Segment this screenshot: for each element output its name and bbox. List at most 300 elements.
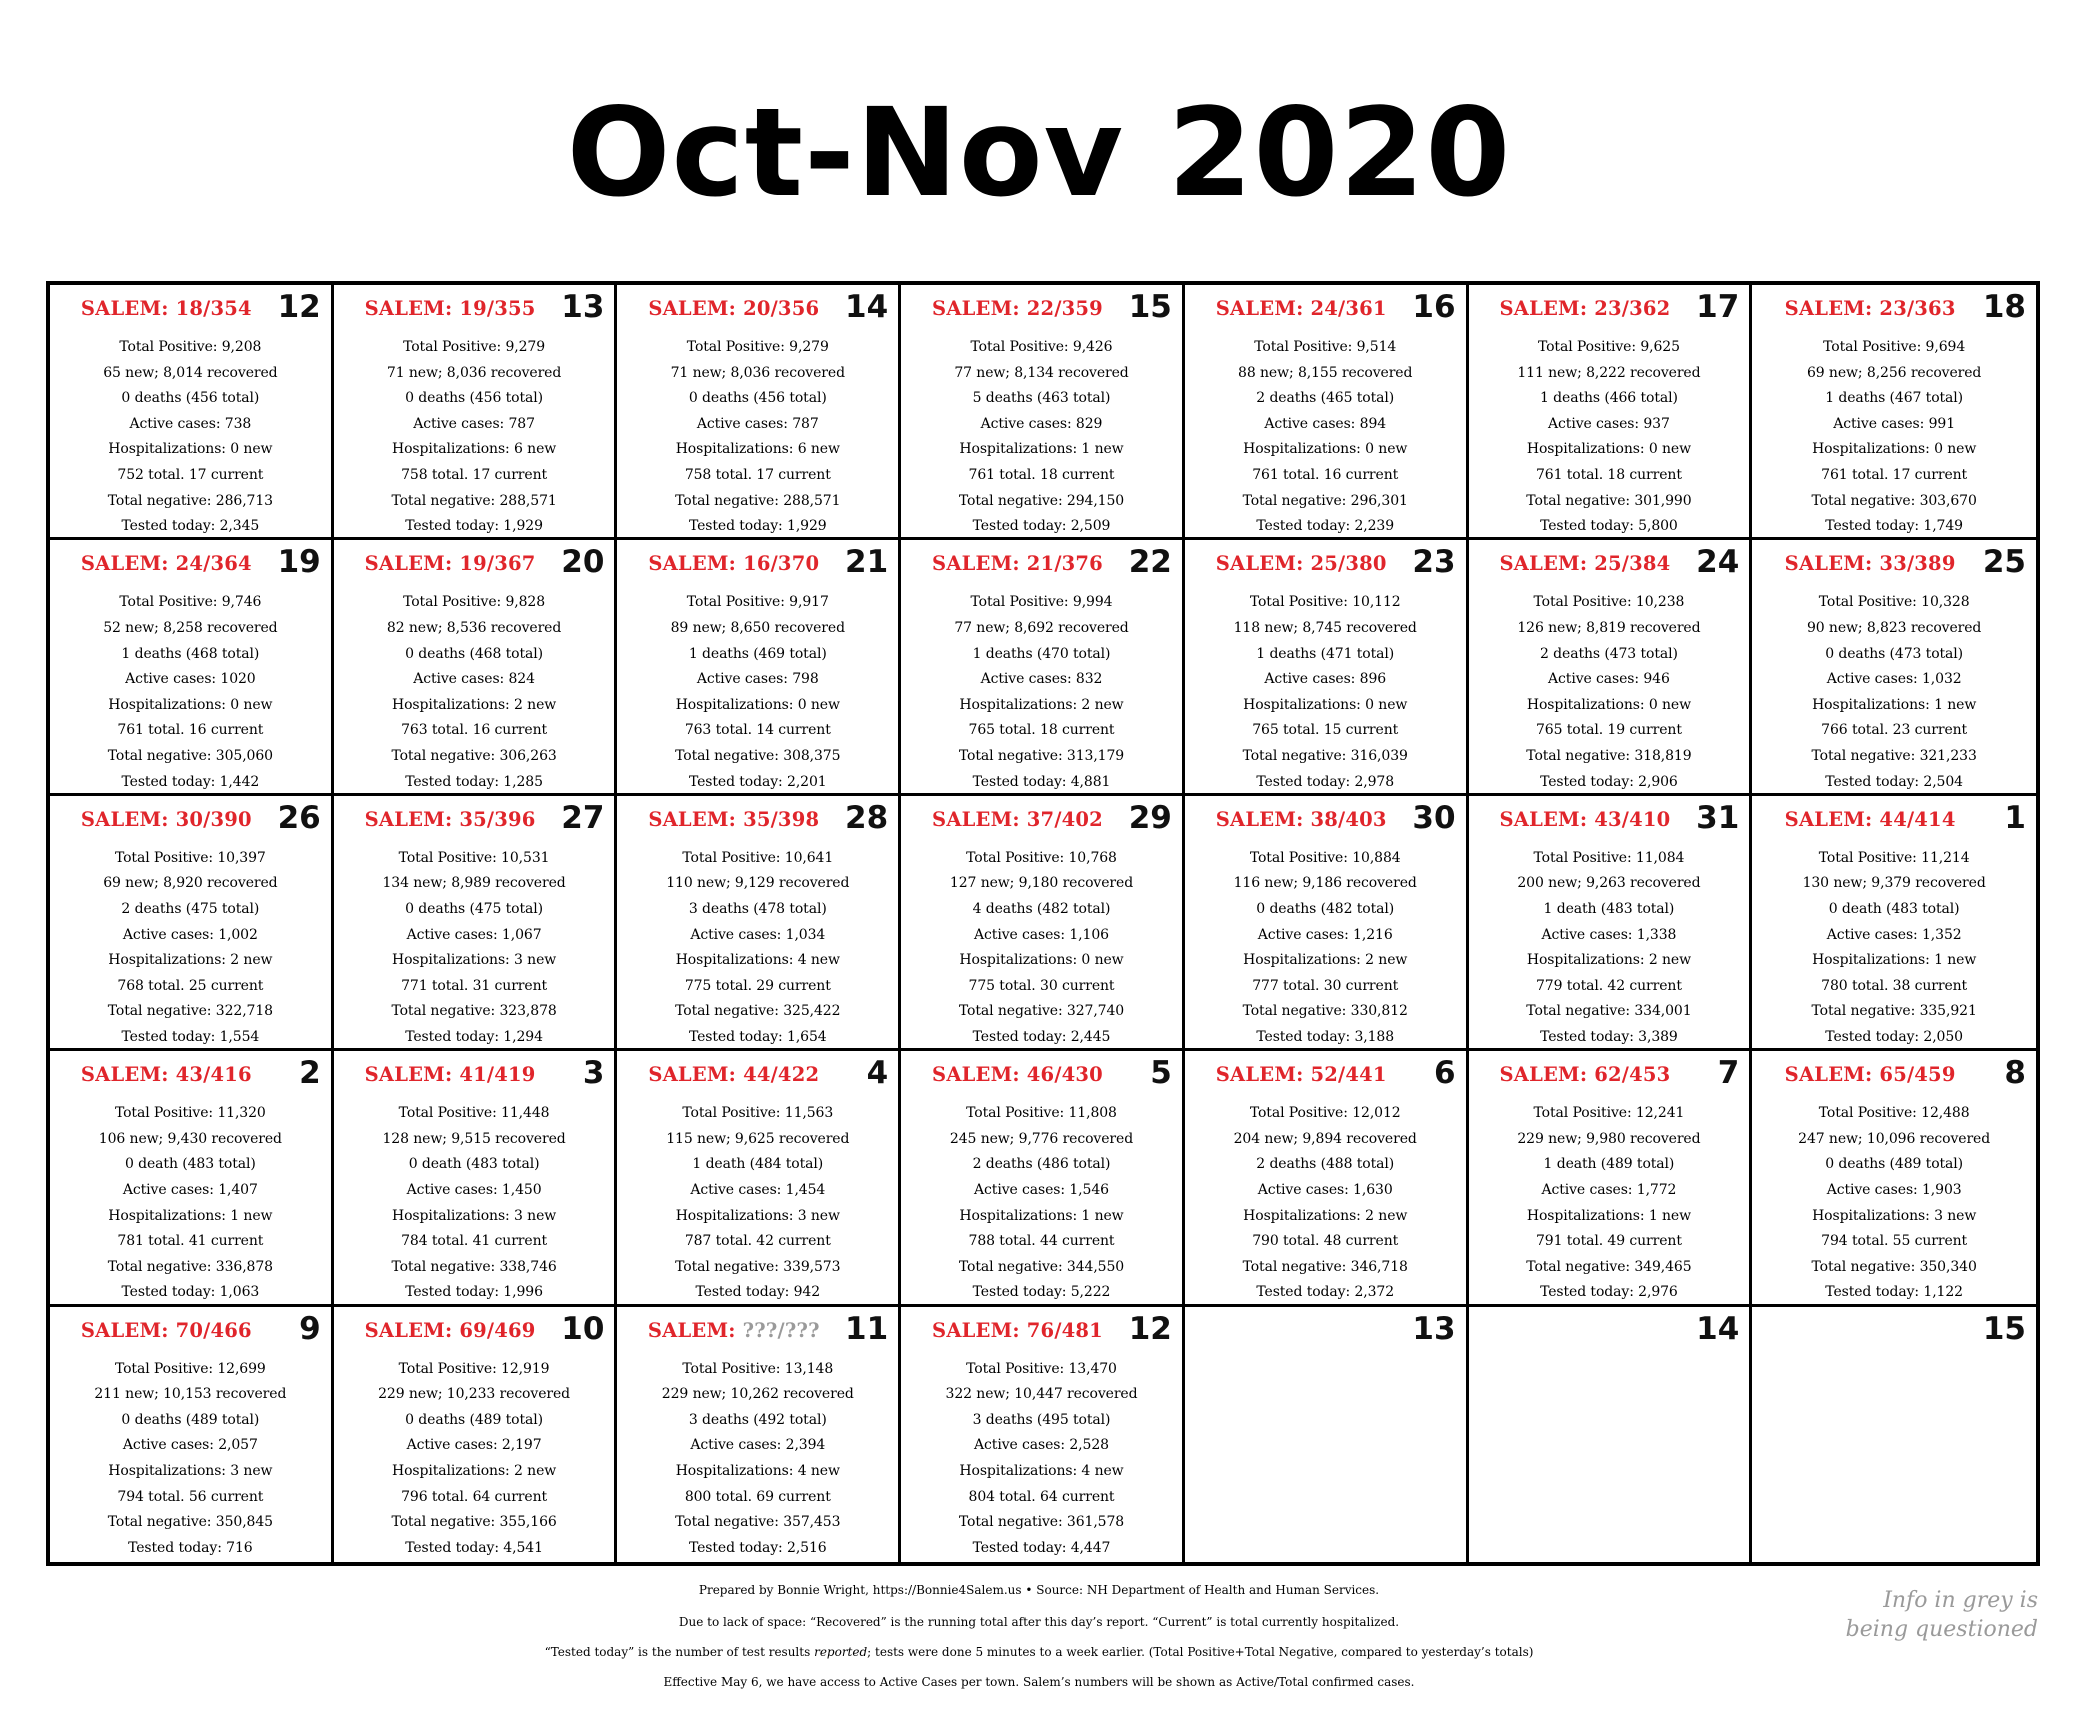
day-cell: [901, 1307, 1185, 1562]
stat-line: 77 new; 8,134 recovered: [954, 364, 1129, 381]
day-number: 18: [1982, 289, 2026, 325]
stat-line: 134 new; 8,989 recovered: [382, 875, 566, 892]
stat-line: 0 deaths (456 total): [121, 390, 260, 407]
day-number: 15: [1128, 289, 1172, 325]
day-cell: [1469, 796, 1753, 1051]
stat-line: 790 total. 48 current: [1252, 1233, 1399, 1250]
stat-line: 90 new; 8,823 recovered: [1806, 619, 1982, 636]
day-stats: [617, 846, 898, 1051]
salem-cases: [1479, 808, 1692, 831]
stat-line: Hospitalizations: 1 new: [1812, 696, 1977, 713]
stat-line: Active cases: 1,546: [974, 1181, 1109, 1198]
stat-line: 0 deaths (473 total): [1825, 645, 1964, 662]
salem-label: SALEM: 52/441: [1215, 1063, 1387, 1087]
salem-cases: [911, 552, 1124, 575]
stat-line: Total negative: 301,990: [1526, 492, 1692, 509]
stat-line: Tested today: 2,445: [972, 1028, 1111, 1045]
stat-line: 752 total. 17 current: [117, 466, 264, 483]
day-header: [617, 1307, 898, 1357]
stat-line: Total Positive: 9,426: [970, 339, 1113, 355]
stat-line: Tested today: 2,504: [1825, 773, 1963, 790]
day-stats: [901, 846, 1182, 1051]
day-number: 9: [299, 1310, 321, 1347]
stat-line: Hospitalizations: 4 new: [675, 952, 840, 969]
stat-line: Total negative: 286,713: [107, 492, 273, 509]
day-cell: [50, 796, 334, 1051]
stat-line: Total negative: 321,233: [1811, 747, 1977, 764]
day-cell: [334, 285, 618, 540]
stat-line: 126 new; 8,819 recovered: [1517, 619, 1701, 636]
stat-line: 791 total. 49 current: [1535, 1233, 1682, 1250]
day-header: [334, 285, 615, 335]
day-cell: [901, 540, 1185, 795]
stat-line: 761 total. 16 current: [1252, 466, 1399, 483]
stat-line: Tested today: 2,372: [1256, 1284, 1395, 1301]
day-header: [1752, 285, 2036, 335]
salem-cases: [911, 808, 1124, 831]
day-header: [1185, 285, 1466, 335]
stat-line: Total Positive: 10,238: [1533, 594, 1685, 611]
day-header: [1469, 285, 1750, 335]
day-number: 14: [845, 289, 889, 325]
stat-line: Active cases: 2,197: [406, 1437, 542, 1454]
stat-line: Tested today: 2,509: [972, 518, 1111, 535]
stat-line: Total Positive: 11,214: [1818, 849, 1970, 866]
stat-line: Total negative: 338,746: [391, 1258, 557, 1275]
stat-line: 130 new; 9,379 recovered: [1802, 875, 1986, 892]
stat-line: Active cases: 1,338: [1541, 926, 1677, 943]
stat-line: 4 deaths (482 total): [972, 900, 1111, 917]
stat-line: 775 total. 29 current: [684, 977, 831, 994]
stat-line: 110 new; 9,129 recovered: [666, 875, 850, 892]
day-cell: [50, 540, 334, 795]
day-number: 27: [561, 799, 605, 836]
stat-line: Hospitalizations: 0 new: [959, 952, 1124, 969]
page-title: Oct-Nov 2020: [566, 82, 1512, 224]
stat-line: Tested today: 3,389: [1540, 1028, 1678, 1045]
stat-line: Hospitalizations: 0 new: [1526, 441, 1691, 458]
salem-cases: [1479, 1063, 1692, 1086]
stat-line: 761 total. 18 current: [1535, 466, 1682, 483]
salem-label: SALEM: 43/416: [80, 1063, 252, 1087]
stat-line: Hospitalizations: 3 new: [1812, 1207, 1977, 1224]
day-stats: [1185, 335, 1466, 540]
stat-line: Active cases: 829: [980, 415, 1103, 432]
stat-line: 3 deaths (495 total): [972, 1411, 1111, 1428]
stat-line: 794 total. 56 current: [117, 1488, 264, 1505]
day-stats: [50, 846, 331, 1051]
day-header: [1469, 540, 1750, 590]
stat-line: Tested today: 942: [695, 1284, 821, 1301]
salem-cases: [1762, 297, 1978, 320]
day-number: 5: [1150, 1055, 1172, 1092]
stat-line: 766 total. 23 current: [1821, 722, 1968, 739]
stat-line: 2 deaths (465 total): [1256, 390, 1395, 407]
salem-cases: [1762, 1063, 1978, 1086]
stat-line: Hospitalizations: 2 new: [1526, 952, 1691, 969]
stat-line: Total Positive: 11,320: [114, 1105, 266, 1122]
day-header: [1752, 1051, 2036, 1101]
stat-line: Total Positive: 12,919: [398, 1360, 550, 1377]
salem-cases: [1195, 552, 1408, 575]
stat-line: 118 new; 8,745 recovered: [1233, 619, 1417, 636]
day-header: [1752, 540, 2036, 590]
day-number: 11: [845, 1310, 889, 1347]
stat-line: Total Positive: 9,994: [970, 594, 1113, 611]
salem-cases: [60, 552, 273, 575]
stat-line: 758 total. 17 current: [684, 466, 831, 483]
stat-line: Tested today: 716: [128, 1539, 253, 1556]
stat-line: Active cases: 824: [413, 671, 535, 688]
stat-line: Tested today: 1,294: [405, 1028, 543, 1045]
stat-line: 0 death (483 total): [124, 1156, 256, 1173]
stat-line: Total negative: 336,878: [107, 1258, 273, 1275]
stat-line: Hospitalizations: 0 new: [1526, 696, 1691, 713]
day-stats: [334, 1101, 615, 1306]
stat-line: Tested today: 2,978: [1256, 773, 1395, 790]
day-cell: [617, 540, 901, 795]
stat-line: 1 deaths (469 total): [688, 645, 827, 662]
day-number: 29: [1128, 799, 1172, 836]
salem-label: SALEM: 20/356: [648, 297, 820, 320]
day-stats: [1752, 590, 2036, 795]
stat-line: Hospitalizations: 4 new: [675, 1462, 840, 1479]
stat-line: Hospitalizations: 1 new: [108, 1207, 273, 1224]
stat-line: 1 deaths (466 total): [1540, 390, 1678, 407]
stat-line: Active cases: 1,034: [690, 926, 826, 943]
day-header: [334, 540, 615, 590]
day-number: 17: [1696, 289, 1740, 325]
stat-line: Total negative: 349,465: [1526, 1258, 1692, 1275]
footer-credit-line: Prepared by Bonnie Wright, https://Bonnie4Salem.us • Source: NH Department of Health and Human Services.: [698, 1583, 1380, 1597]
stat-line: 0 deaths (489 total): [405, 1411, 543, 1428]
salem-label: SALEM: 18/354: [80, 297, 252, 320]
stat-line: Total Positive: 10,112: [1249, 594, 1401, 611]
day-header: [1469, 1307, 1750, 1357]
day-cell: [334, 540, 618, 795]
day-cell: [901, 796, 1185, 1051]
salem-label: SALEM: 24/364: [80, 552, 252, 576]
day-cell: [50, 1307, 334, 1562]
stat-line: Total negative: 346,718: [1242, 1258, 1408, 1275]
grey-note-line: being questioned: [1845, 1617, 2038, 1642]
stat-line: Tested today: 5,800: [1540, 518, 1678, 535]
day-number: 7: [1717, 1055, 1740, 1092]
stat-line: Tested today: 1,654: [688, 1028, 827, 1045]
stat-line: 758 total. 17 current: [401, 466, 548, 483]
stat-line: Total negative: 313,179: [958, 747, 1125, 764]
stat-line: 1 deaths (470 total): [972, 645, 1111, 662]
stat-line: Active cases: 1,032: [1826, 671, 1962, 688]
salem-cases: [344, 552, 557, 575]
stat-line: Total Positive: 9,279: [403, 339, 546, 355]
day-header: [50, 540, 331, 590]
stat-line: 229 new; 10,233 recovered: [378, 1386, 571, 1403]
stat-line: 0 deaths (489 total): [121, 1411, 260, 1428]
salem-label: SALEM: 43/410: [1499, 807, 1671, 831]
stat-line: 765 total. 18 current: [968, 722, 1115, 739]
stat-line: 800 total. 69 current: [684, 1488, 831, 1505]
stat-line: 3 deaths (492 total): [688, 1411, 827, 1428]
salem-label: SALEM: 19/355: [364, 297, 536, 320]
day-cell: [617, 285, 901, 540]
salem-label: SALEM: 16/370: [648, 552, 820, 576]
stat-line: Tested today: 2,201: [688, 773, 827, 790]
stat-line: 229 new; 10,262 recovered: [661, 1386, 854, 1403]
day-stats: [617, 335, 898, 540]
stat-line: Tested today: 1,442: [121, 773, 260, 790]
stat-line: Total Positive: 12,241: [1533, 1105, 1685, 1122]
salem-label: SALEM: 44/414: [1784, 807, 1956, 831]
stat-line: Tested today: 4,447: [972, 1539, 1111, 1556]
footer-note-text: ; tests were done 5 minutes to a week earlier. (Total Positive+Total Negative, compared to yesterday’s totals): [867, 1645, 1534, 1659]
salem-label: SALEM:: [647, 1318, 743, 1342]
day-stats: [1469, 590, 1750, 795]
day-cell: [1469, 1051, 1753, 1306]
day-number: 13: [561, 289, 605, 325]
stat-line: 771 total. 31 current: [401, 977, 548, 994]
day-number: 10: [561, 1310, 605, 1347]
salem-cases: [344, 297, 557, 320]
salem-cases: [627, 1063, 840, 1086]
footer-note-line: Effective May 6, we have access to Active Cases per town. Salem’s numbers will be shown as Active/Total confirmed cases.: [663, 1675, 1415, 1689]
stat-line: 0 deaths (456 total): [688, 390, 827, 407]
stat-line: Total Positive: 11,563: [682, 1105, 834, 1122]
salem-cases: [911, 297, 1124, 320]
stat-line: 2 deaths (486 total): [972, 1156, 1111, 1173]
stat-line: 765 total. 15 current: [1252, 722, 1399, 739]
stat-line: Hospitalizations: 3 new: [108, 1462, 273, 1479]
stat-line: Active cases: 1,630: [1257, 1181, 1393, 1198]
salem-cases: [911, 1319, 1124, 1342]
stat-line: Tested today: 1,063: [121, 1284, 260, 1301]
day-header: [617, 796, 898, 846]
stat-line: 322 new; 10,447 recovered: [945, 1386, 1138, 1403]
stat-line: Hospitalizations: 2 new: [391, 696, 557, 713]
salem-label: SALEM: 41/419: [364, 1063, 536, 1087]
day-cell: [617, 796, 901, 1051]
stat-line: Tested today: 2,345: [121, 518, 260, 535]
stat-line: Active cases: 1,407: [122, 1181, 258, 1198]
day-header: [901, 1307, 1182, 1357]
stat-line: Total Positive: 9,694: [1823, 339, 1966, 355]
stat-line: 780 total. 38 current: [1821, 977, 1968, 994]
day-number: 22: [1128, 544, 1172, 581]
stat-line: 88 new; 8,155 recovered: [1238, 364, 1413, 381]
stat-line: Active cases: 937: [1548, 415, 1670, 432]
stat-line: Total Positive: 10,884: [1249, 849, 1401, 866]
stat-line: Hospitalizations: 0 new: [108, 696, 273, 713]
footer-note-line: Due to lack of space: “Recovered” is the running total after this day’s report. “Current” is total currently hospitalized.: [678, 1615, 1400, 1629]
salem-label: SALEM: 22/359: [932, 297, 1103, 320]
stat-line: Total Positive: 10,328: [1818, 594, 1970, 611]
stat-line: 0 death (483 total): [1828, 900, 1960, 917]
day-cell: [1469, 1307, 1753, 1562]
salem-label: SALEM: 62/453: [1499, 1063, 1671, 1087]
day-cell: [50, 1051, 334, 1306]
stat-line: Active cases: 738: [129, 415, 252, 432]
day-header: [1752, 796, 2036, 846]
day-stats: [1469, 1101, 1750, 1306]
salem-label: SALEM: 24/361: [1215, 297, 1387, 320]
day-number: 4: [866, 1055, 889, 1092]
stat-line: 52 new; 8,258 recovered: [103, 619, 278, 636]
stat-line: 0 deaths (468 total): [405, 645, 543, 662]
stat-line: 1 death (483 total): [1543, 900, 1675, 917]
day-cell: [1752, 796, 2036, 1051]
stat-line: Hospitalizations: 0 new: [1243, 696, 1408, 713]
day-cell: [1469, 285, 1753, 540]
calendar-grid: [46, 281, 2040, 1566]
stat-line: Hospitalizations: 0 new: [1243, 441, 1408, 458]
day-stats: [617, 590, 898, 795]
stat-line: 115 new; 9,625 recovered: [666, 1130, 850, 1147]
stat-line: Total Positive: 10,641: [682, 849, 834, 866]
stat-line: Hospitalizations: 2 new: [1243, 1207, 1408, 1224]
stat-line: 804 total. 64 current: [968, 1488, 1115, 1505]
stat-line: 211 new; 10,153 recovered: [94, 1386, 287, 1403]
stat-line: Hospitalizations: 1 new: [1526, 1207, 1691, 1224]
stat-line: Total negative: 294,150: [958, 492, 1125, 509]
stat-line: Total negative: 355,166: [391, 1514, 557, 1531]
stat-line: Active cases: 2,528: [974, 1437, 1109, 1454]
stat-line: Tested today: 3,188: [1256, 1028, 1395, 1045]
day-header: [901, 285, 1182, 335]
stat-line: 763 total. 14 current: [684, 722, 831, 739]
salem-cases: [1762, 808, 1978, 831]
day-header: [334, 1307, 615, 1357]
stat-line: Hospitalizations: 0 new: [675, 696, 840, 713]
footer-note-emphasis: reported: [814, 1645, 868, 1659]
day-stats: [617, 1101, 898, 1306]
stat-line: 761 total. 16 current: [117, 722, 264, 739]
salem-cases: [911, 1063, 1124, 1086]
salem-cases: [60, 1319, 273, 1342]
day-cell: [901, 1051, 1185, 1306]
day-cell: [1185, 1307, 1469, 1562]
stat-line: Active cases: 798: [696, 671, 819, 688]
stat-line: Total Positive: 13,148: [682, 1360, 834, 1377]
day-cell: [334, 1307, 618, 1562]
stat-line: Total Positive: 9,208: [119, 339, 262, 355]
stat-line: 2 deaths (488 total): [1256, 1156, 1395, 1173]
day-stats: [901, 335, 1182, 540]
stat-line: 779 total. 42 current: [1535, 977, 1682, 994]
stat-line: Active cases: 1,903: [1826, 1181, 1962, 1198]
stat-line: 761 total. 18 current: [968, 466, 1115, 483]
stat-line: 775 total. 30 current: [968, 977, 1115, 994]
day-header: [1469, 1051, 1750, 1101]
stat-line: Hospitalizations: 6 new: [675, 441, 840, 458]
stat-line: Tested today: 1,554: [121, 1028, 260, 1045]
stat-line: Total negative: 322,718: [107, 1003, 273, 1020]
day-header: [1469, 796, 1750, 846]
stat-line: 768 total. 25 current: [117, 977, 264, 994]
stat-line: Active cases: 2,057: [122, 1437, 258, 1454]
stat-line: 0 deaths (489 total): [1825, 1156, 1964, 1173]
stat-line: Total negative: 306,263: [391, 747, 557, 764]
salem-label: SALEM: 21/376: [932, 552, 1103, 576]
day-number: 13: [1412, 1310, 1456, 1347]
day-header: [617, 540, 898, 590]
day-header: [1752, 1307, 2036, 1357]
stat-line: 794 total. 55 current: [1821, 1233, 1968, 1250]
stat-line: Tested today: 2,239: [1256, 518, 1395, 535]
stat-line: Hospitalizations: 3 new: [391, 1207, 557, 1224]
salem-cases: [344, 1063, 557, 1086]
day-header: [617, 285, 898, 335]
stat-line: Active cases: 1,454: [690, 1181, 826, 1198]
stat-line: Tested today: 4,541: [405, 1539, 543, 1556]
stat-line: Tested today: 1,929: [405, 518, 543, 535]
day-stats: [1185, 1101, 1466, 1306]
stat-line: Tested today: 2,906: [1540, 773, 1678, 790]
day-stats: [334, 1357, 615, 1562]
salem-cases: [1195, 1063, 1408, 1086]
day-number: 30: [1412, 799, 1456, 836]
stat-line: 127 new; 9,180 recovered: [949, 875, 1134, 892]
day-header: [901, 796, 1182, 846]
stat-line: Total negative: 296,301: [1242, 492, 1408, 509]
day-number: 8: [2004, 1055, 2026, 1092]
stat-line: Total Positive: 9,625: [1537, 339, 1680, 355]
day-header: [50, 1307, 331, 1357]
stat-line: Active cases: 1,216: [1257, 926, 1393, 943]
day-stats: [334, 335, 615, 540]
stat-line: Hospitalizations: 2 new: [108, 952, 273, 969]
stat-line: Total negative: 323,878: [391, 1003, 557, 1020]
day-cell: [1185, 540, 1469, 795]
stat-line: Total Positive: 9,514: [1254, 339, 1397, 355]
day-cell: [334, 1051, 618, 1306]
stat-line: Tested today: 1,122: [1825, 1284, 1963, 1301]
stat-line: Active cases: 896: [1264, 671, 1387, 688]
stat-line: Hospitalizations: 2 new: [391, 1462, 557, 1479]
stat-line: Tested today: 2,516: [688, 1539, 827, 1556]
salem-cases: [1479, 297, 1692, 320]
day-cell: [50, 285, 334, 540]
stat-line: Tested today: 1,285: [405, 773, 543, 790]
stat-line: Hospitalizations: 1 new: [959, 441, 1124, 458]
salem-cases: [627, 552, 840, 575]
stat-line: 765 total. 19 current: [1535, 722, 1682, 739]
day-stats: [1752, 335, 2036, 540]
day-stats: [50, 1101, 331, 1306]
day-header: [1185, 540, 1466, 590]
stat-line: 128 new; 9,515 recovered: [382, 1130, 566, 1147]
day-header: [334, 1051, 615, 1101]
day-cell: [1752, 1051, 2036, 1306]
day-number: 16: [1412, 289, 1456, 325]
stat-line: 0 deaths (482 total): [1256, 900, 1395, 917]
day-stats: [50, 590, 331, 795]
day-number: 20: [561, 544, 605, 581]
stat-line: 788 total. 44 current: [968, 1233, 1115, 1250]
stat-line: Total negative: 325,422: [675, 1003, 841, 1020]
stat-line: Tested today: 1,996: [405, 1284, 543, 1301]
stat-line: Total Positive: 10,768: [966, 849, 1117, 866]
day-cell: [1752, 540, 2036, 795]
day-stats: [901, 1101, 1182, 1306]
day-cell: [1185, 285, 1469, 540]
stat-line: Total Positive: 12,012: [1249, 1105, 1401, 1122]
stat-line: Total negative: 334,001: [1526, 1003, 1692, 1020]
day-cell: [334, 796, 618, 1051]
stat-line: 761 total. 17 current: [1821, 466, 1968, 483]
salem-label: SALEM: 76/481: [932, 1318, 1103, 1342]
stat-line: Hospitalizations: 6 new: [391, 441, 557, 458]
salem-label: SALEM: 25/384: [1499, 552, 1671, 576]
